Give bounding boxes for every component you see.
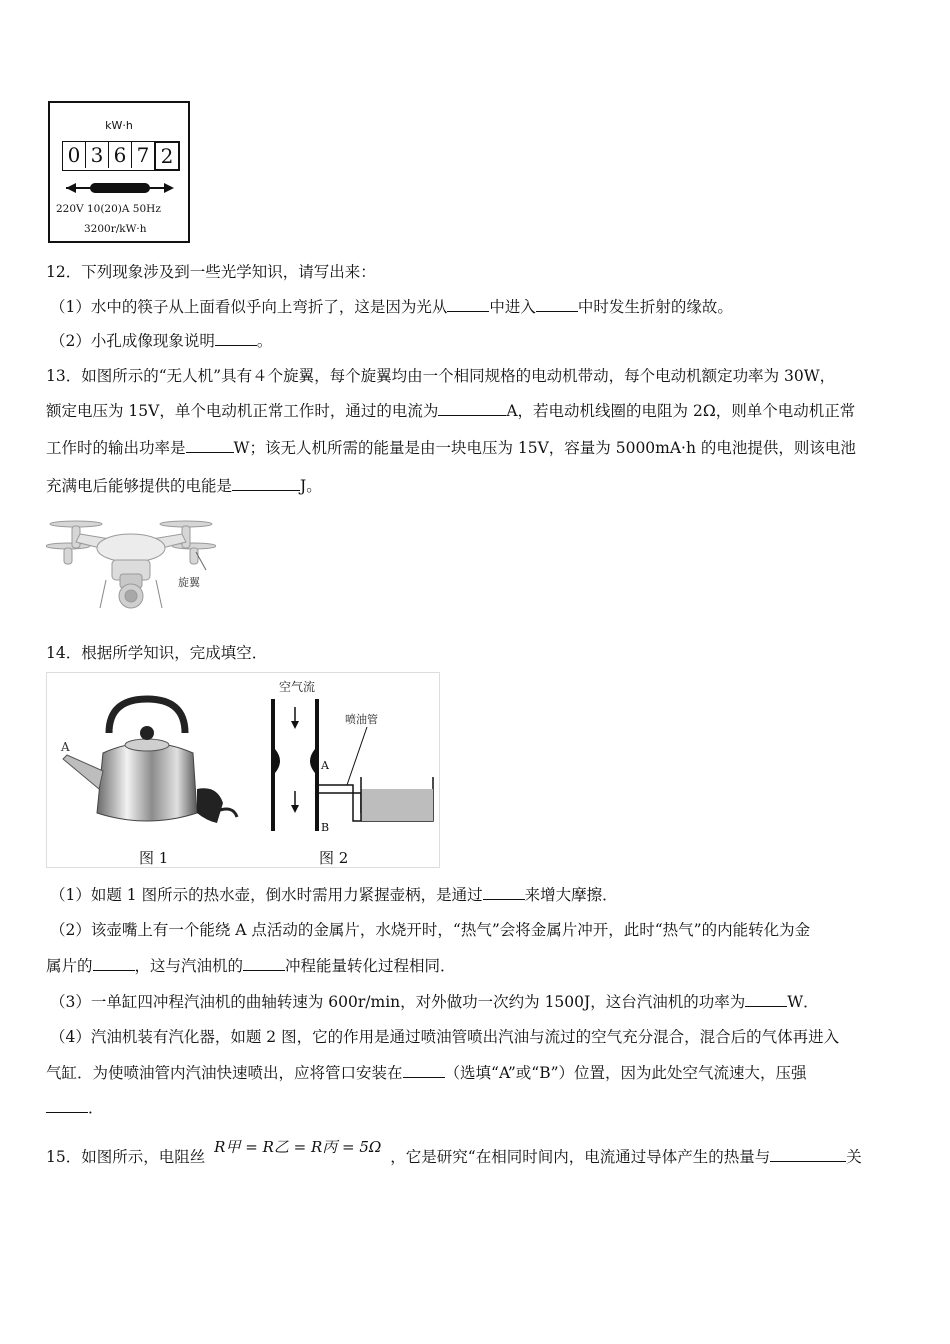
text: A，若电动机线圈的电阻为 2Ω，则单个电动机正常 bbox=[506, 402, 856, 420]
answer-blank[interactable] bbox=[186, 438, 234, 453]
text: W． bbox=[787, 993, 819, 1011]
text: （1）如题 1 图所示的热水壶，倒水时需用力紧握壶柄，是通过 bbox=[50, 886, 483, 904]
answer-blank[interactable] bbox=[745, 992, 787, 1007]
q12-part2 bbox=[50, 331, 272, 351]
air-flow-label: 空气流 bbox=[279, 680, 316, 694]
text: 来增大摩擦． bbox=[524, 886, 618, 904]
kettle-point-label: A bbox=[61, 740, 70, 754]
electric-meter-figure bbox=[48, 101, 190, 243]
fig2-caption: 图 2 bbox=[319, 849, 349, 867]
q13-line2 bbox=[46, 401, 855, 421]
text: 属片的 bbox=[46, 957, 93, 975]
answer-blank[interactable] bbox=[215, 331, 257, 346]
q14-part2-line1: （2）该壶嘴上有一个能绕 A 点活动的金属片，水烧开时，“热气”会将金属片冲开，此时“热气”的内能转化为金 bbox=[50, 921, 811, 939]
text: 关 bbox=[846, 1148, 862, 1166]
text: J。 bbox=[300, 477, 322, 495]
text: （选填“A”或“B”）位置，因为此处空气流速大，压强 bbox=[444, 1064, 807, 1082]
text: 。 bbox=[256, 332, 273, 350]
q12-part1 bbox=[50, 297, 733, 317]
text: ． bbox=[88, 1099, 104, 1117]
q14-stem: 14．根据所学知识，完成填空． bbox=[46, 644, 268, 662]
text: 冲程能量转化过程相同． bbox=[285, 957, 456, 975]
q15-line1 bbox=[46, 1138, 862, 1167]
resistance-equation: R甲 = R乙 = R丙 = 5Ω bbox=[214, 1138, 382, 1156]
answer-blank[interactable] bbox=[46, 1098, 88, 1113]
meter-digit: 0 bbox=[63, 142, 86, 168]
q13-line3 bbox=[46, 438, 856, 458]
q14-part2-line2 bbox=[46, 956, 456, 976]
q13-line1: 13．如图所示的“无人机”具有４个旋翼，每个旋翼均由一个相同规格的电动机带动，每个电动机额定功率为 30W， bbox=[46, 367, 836, 385]
text: ，它是研究“在相同时间内，电流通过导体产生的热量与 bbox=[390, 1148, 771, 1166]
nozzle-label: 喷油管 bbox=[345, 713, 378, 726]
answer-blank[interactable] bbox=[438, 401, 506, 416]
text: W；该无人机所需的能量是由一块电压为 15V，容量为 5000mA·h 的电池提供，则该电池 bbox=[233, 439, 856, 457]
meter-digit: 6 bbox=[109, 142, 132, 168]
text: 工作时的输出功率是 bbox=[46, 439, 186, 457]
carburetor-figure bbox=[257, 673, 441, 851]
meter-spec-constant: 3200r/kW·h bbox=[84, 223, 147, 235]
answer-blank[interactable] bbox=[447, 297, 489, 312]
answer-blank[interactable] bbox=[770, 1147, 846, 1162]
text: 中时发生折射的缘故。 bbox=[577, 298, 733, 316]
text: 15．如图所示，电阻丝 bbox=[46, 1148, 206, 1166]
drone-figure bbox=[46, 512, 216, 622]
q13-line4 bbox=[46, 476, 322, 496]
q14-figures bbox=[46, 672, 440, 868]
rotor-label: 旋翼 bbox=[178, 576, 200, 589]
kettle-figure bbox=[47, 693, 247, 843]
answer-blank[interactable] bbox=[403, 1063, 445, 1078]
q14-part4-line3 bbox=[46, 1098, 104, 1118]
text: 中进入 bbox=[489, 298, 536, 316]
text: （2）小孔成像现象说明 bbox=[50, 332, 215, 350]
q12-stem: 12．下列现象涉及到一些光学知识，请写出来： bbox=[46, 263, 376, 281]
meter-digit: 2 bbox=[154, 141, 180, 171]
answer-blank[interactable] bbox=[483, 885, 525, 900]
meter-spec-rating: 220V 10(20)A 50Hz bbox=[56, 203, 161, 215]
q14-part1 bbox=[50, 885, 618, 905]
meter-digit: 7 bbox=[132, 142, 155, 168]
answer-blank[interactable] bbox=[243, 956, 285, 971]
text: 充满电后能够提供的电能是 bbox=[46, 477, 233, 495]
q14-part4-line2 bbox=[46, 1063, 807, 1083]
text: （1）水中的筷子从上面看似乎向上弯折了，这是因为光从 bbox=[50, 298, 448, 316]
q14-part4-line1: （4）汽油机装有汽化器，如题 2 图，它的作用是通过喷油管喷出汽油与流过的空气充分混合，混合后的气体再进入 bbox=[50, 1028, 840, 1046]
meter-unit: kW·h bbox=[105, 119, 133, 132]
fig1-caption: 图 1 bbox=[139, 849, 169, 867]
text: 额定电压为 15V，单个电动机正常工作时，通过的电流为 bbox=[46, 402, 439, 420]
answer-blank[interactable] bbox=[536, 297, 578, 312]
text: （3）一单缸四冲程汽油机的曲轴转速为 600r/min，对外做功一次约为 1500J，这台汽油机的功率为 bbox=[50, 993, 746, 1011]
point-a-label: A bbox=[321, 759, 329, 772]
q14-part3 bbox=[50, 992, 819, 1012]
text: ，这与汽油机的 bbox=[134, 957, 244, 975]
meter-digits bbox=[62, 141, 180, 171]
meter-disc-icon bbox=[64, 177, 176, 199]
meter-digit: 3 bbox=[86, 142, 109, 168]
answer-blank[interactable] bbox=[93, 956, 135, 971]
answer-blank[interactable] bbox=[232, 476, 300, 491]
text: 气缸．为使喷油管内汽油快速喷出，应将管口安装在 bbox=[46, 1064, 403, 1082]
point-b-label: B bbox=[321, 821, 330, 834]
